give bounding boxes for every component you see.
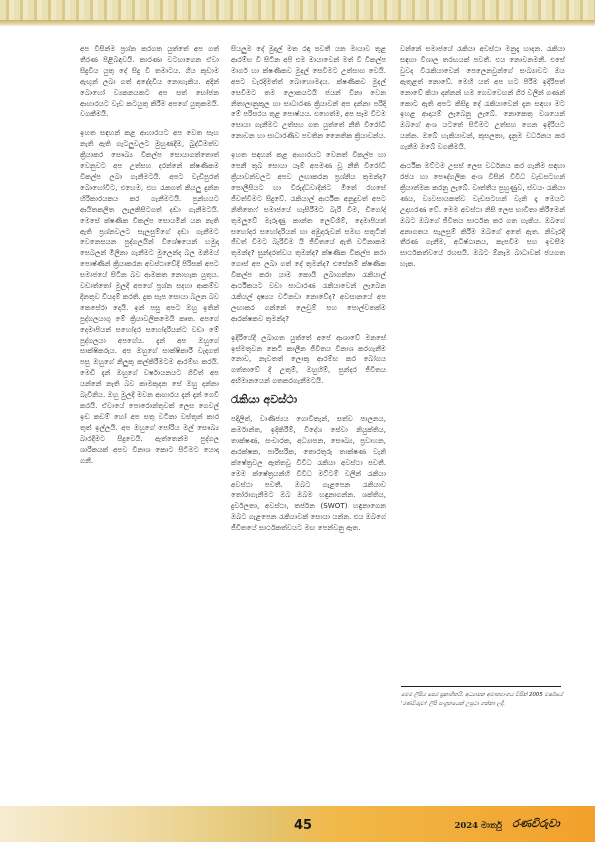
article-column-2 (231, 44, 386, 696)
paragraph: පදිලිත්, වාණිජ්‍යය ගොවිතැන්, සත්ව පාලනය, කර්මාන්ත, ඉදිකිරීම්, විදේශ සේවා නියුක්තිය, තාක්ෂණ, සංචාරක, අධ්‍යාපන, සෞඛ්‍ය, ප්‍රවාහන, ආරක්ෂක, පාරිසරික, තොරතුරු තාක්ෂණ වැනි ක්ෂේත්‍රවල ඇත්තවූ විවිධ රැකියා අවස්ථා පවතී. මෙම ක්ෂේත්‍රයන්හි විවිධ මට්ටම් වලින් රැකියා අවස්ථා පවතී. ඔබට ගැළපෙන රැකියාව තෝරාගැනීමට ඔබ ඔබම හඳුනාගන්න. ශක්තිය, දුර්වලතා, අවස්ථා, තර්ජන (SWOT) හඳුනාගෙන ඔබට ගැළපෙන රැකියාවක් සොයා යන්න. එය ඔබගේ ජීවිතයේ සාර්ථකත්වයට මඟ පෙන්වනු ඇත. (231, 414, 386, 533)
paragraph: ඉහත සඳහන් කළ ආහාරයට වෙනත් විකල්ප හා පෙනී තුබ සොයා යෑම් අපමණ වූ නීති විරෝධී ක්‍රියාවන්වලට අපව ලඟාකරන ප්‍රශ්නිය තුමන්ද? පොලීසියට හා විරුද්ධවාදීන්ට මිතේ රහසේ ජීවත්වීමට සිදුවේ. රැකියාල් ආර්ථික අනුදුවත් අපට නිතිතෙෆ් සමාජයේ හැසිරීමට බැරි වීම, ඩිගෝද් තුමලූවේ මැරුණු කාන්ත ලෙව්ශිම්, දෙමාපියන් සහෝදර සහෝදරියන් හා අඹුදරුවන් සමඟ සතුටින් ජීවත් වීමට බැරිවීම යි ජීවිතයේ ඇති වටිනාකම තුමන්ද? සුන්දරත්වය තුමන්ද? ක්ෂණික විකල්ප කරා ගොස් අප ලබා ගත් දේ තුමන්ද? එසේනම් ක්ෂණික විකල්ප කරා යාම කොයි ලබාගන්නා රැකියාල් ආර්ථිකයට වඩා සාධාරණ රැකියාවෙන් ලැබෙන රැකියල් දෘෂ්‍යය වටිනවා නොවේද? අවසානයේ අප ලඟාකර ගන්නේ ලෙඩුම් සහ පොල්වතක්ම ආරක්ෂකව තුමන්ද? (231, 150, 386, 323)
paragraph: ආර්ථික මට්ටම උසස් ලෙස වර්ධනය කර ගැනීම සඳහා රජය හා පෞද්ගලික අංශ විසින් විවිධ වැඩසටහන් ක්‍රියාත්මක කරනු ලැබේ. වෘත්තීය පුහුණුව, ස්වයං රැකියා ණය, ව්‍යවසායකත්ව වැඩසටහන් වැනි දෑ මෙයට උදාහරණ වේ. මෙම අවස්ථා නිසි ලෙස භාවිතා කිරීමෙන් ඔබට ඔබගේ ජීවිතය සාර්ථක කර ගත හැකිය. ඔබගේ අනාගතය සැලසුම් කිරීම ඔබගේ අතේ ඇත. නිවැරදි තීරණ ගැනීම, අධිෂ්ඨානය, කැපවීම සහ ඉවසීම සාර්ථකත්වයේ රහසයි. ඔබට ඕනෑම බාධාවක් ජයගත හැක. (400, 161, 565, 269)
footer-band-left (0, 806, 270, 842)
decorative-top-border (0, 0, 595, 20)
paragraph: අප විසින්ම ප්‍රශ්න කරගත යුත්තේ අප ගත් තීරණ පිළිබඳවයි. කාරණා වටහාගෙන ඒවා සිදුවිය යුතු දේ සිදු වී තමාටය. ගීය කුඩාම ඇඟුන් ලබා ගත් අදේදවිය නොහැකිය. අදින් බොහෝ ව්‍යකනයකට අප සත් භෝජන ආහාරයට වැඩ කටයුතු කිරීම අපගේ යුතුකමයි. වගකීමයි. (80, 44, 219, 119)
paragraph: වන්නේ සමාජයේ රැකියා අවස්ථා මනුදෑ හාදන. රැකියා සඳහා විශාල තරඟයක් පවතී. එය නොවනමනී. එසේ වුවද විරැකියාවෙන් පෙලෙනවුන්ගේ සංඛ්‍යාවට ඔය ඇතුළත් නොවේ. මෙහි යත් අප හට පිරීම ඉදිරිපත් නොවේ කියා දන්නන් හම ගෙවවෙහන් ගිර වලින් ගණන් කොට ඇති අපට කිසිදු දේ රැකියාවෙන් දැන සඳහා මට ඉහළ ආදායම් ලැබෙනු ලැබේ. නොකෙතු වශයෙන් ඔබගේ අංශ යටතේ සිටීමට උත්සහ ගෙන ඉදිරියට යන්න. ඔබේ හැකියාවන්, කුසලතා, දැනුම වර්ධනය කර ගැනීම ඔබේ වගකීමයි. (400, 44, 565, 152)
issue-date: 2024 මාර්තු (454, 821, 502, 831)
article-column-1 (80, 44, 219, 776)
article-column-3 (400, 44, 565, 669)
decorative-top-border-shadow (0, 20, 595, 26)
page-number: 45 (293, 818, 313, 833)
section-heading: රැකියා අවස්ථා (231, 393, 298, 407)
paragraph: ඉහත සඳහන් කළ ආහාරයට අප වෙත සැහ නැති ඇති ගැටලුවලට මුහුණදීම, බුද්ධිමත්ව ක්‍රියාකර සෞඛ්‍ය විකල්ප සොයාගත්තොත් වෙනුවට අප උත්සහ දරන්නේ ක්ෂණිකම විකල්ප ලබා ගැනීමටයි. අපට වැඩිපුරත් බොහෝවිට, එහෙම, එහ රැකගත් කියලු දුන්න හිරිකාරයකය කර ගැනීමටයි. පුන්හයට ආයිතකලිත ලැලකිසිටගත් දඬා ගැනීමටයි. මෙසේ ක්ෂණික විකල්ප සොයමින් යන නැති ඇති ප්‍රශ්නවලට සැලසුම්ගේ දඬා ගැනීමට වෙනෙසයන පුද්ගලයින් විශේෂයෙන් හමුදා සෙබලන් මිලිනා ගැනීමට මුලෙන්ද බල මනිමය් පොෂ්ණින් ක්‍රියාකරන අවස්ථාවේදී පිරිසක් අපට සමාජයේ සිටින බව ආමකත නොහැක යුතුය. වඩාත්තෝ මුලදී අපගේ ප්‍රශ්න සදහා ආකම්ව දීනතුව වියදම් කරති. දුක සැප සොයා බලන බව කෙසේරා දෙයි. ඉන් පසු අපට ඔහු ඉතින් පුද්ගලයාගු මේ ක්‍රියාවලිකමෙයි කෘත. අපගේ දෙමාපියන් සහෝදර සහෝදරියන්ට වඩා මේ පුද්ගලයා අපගේය. දැන් අප ඔහුගේ සාක්ෂිකරුය. අප ඔහුගේ සාක්ෂිකාරී වැදගත් පසු ඔහුගේ නිලුකු කල්කිරීමටම ආරම්භ කරයි. මෙඩි දැන් ඔහුගේ වර්ෂායනයට ගිවිත් අප යන්නේ නැති බව කාමකුදන සේ ඔහු දන්නා බැවිනිය. ඔහු මුලදී මවන ආහාරය දැන් දැන් ගෙවී කරයි. ඒවායේ පොරොන්තුවක් ලෙස ගෙවල් ඉඩ කඩම් හෝ අප සතු වටිනා වස්තූන් කාර තුත් ඉල්ලයි. අප ඔහුගේ පෝරිය මල් සෞඛ්‍ය බාරදීමට සිදුවෙයි. ඇත්තෙන්ම පුද්ගල ශාරිකයක් අපව විනාශ කොට සිටීමට යොදා ගනී. (80, 128, 219, 465)
magazine-logo: රණවිරුවා (512, 817, 560, 830)
paragraph: ඉදිරියේදී ලබාගත යුත්තේ අපේ ආශාවේ මනසේ ඉස්මතුවන කෙටි කාලීන ජීවිතය විනාශ කරගැනීම නොව, නැවතත් ලොකු ආරම්භ කර බෝගය ගත්තාවේ දී උතුම්, ඔහුහිම්, සුන්දර ජීවිතය අභිමානයෙන් ගතකරගැනීමටයි. (231, 332, 386, 386)
caption-divider (401, 686, 561, 687)
article-source-caption: මෙම ලිපිය පෙර ප්‍රකාශිතයි. අධ්‍යාපන අමාත්‍යාංශය විසින් 2005 වර්ෂයේ 'රණවිරුවා' ලිපි සංග්‍රහයෙන් උපුටා ගන්නා ලදී. (401, 692, 563, 707)
paragraph: සියලුම දේ මුදල් මත රඳා පවතී යන මායාව තුළ ආරම්භ වී සිටින අපි එම මායාවෙන් මත් වී විකල්ප මාර්ග හා ක්ෂණිකව මුදල් සෙවීමට උත්සාහ වෙයි. අපට වැරදිමත්ත් බොහොමදය. ක්ෂණිකව මුදල් සෙවීමට තම ලොකයටයි ජයන් විනා වෙන නිතාලානුකූල හා සාධාරණ ක්‍රියාවන් අප දන්නා පරිදි මේ පරිසරය තුළ පොෂ්යය. එහෙත්ම, අප සෑම විටම සොයා ගැනීමට උත්සහ ගත යුත්තේ නීති විරෝධී නොවන හා සාධාරණිව පවතින නෛතික ක්‍රියාවන්ය. (231, 44, 386, 141)
